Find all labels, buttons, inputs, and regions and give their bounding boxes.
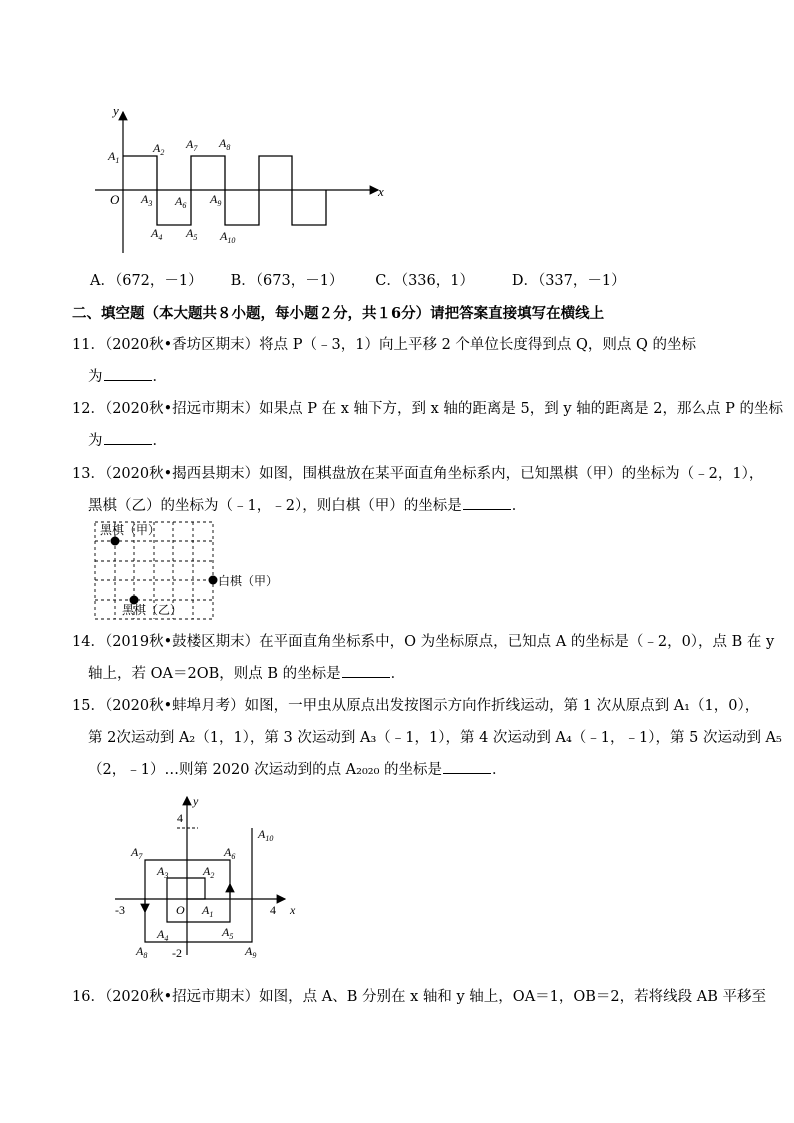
label-a4: $A_4$ xyxy=(151,226,163,242)
origin-label: O xyxy=(176,903,185,917)
q15-suffix: ． xyxy=(492,762,507,778)
label-a3: $A_3$ xyxy=(157,864,169,880)
q15-line2: 第 2次运动到 A₂（1，1），第 3 次运动到 A₃（﹣1，1），第 4 次运动到 A₄（﹣1，﹣1），第 5 次运动到 A₅ xyxy=(88,730,782,746)
black-stone-b-label: 黑棋（乙） xyxy=(122,603,183,617)
label-a9: $A_9$ xyxy=(245,944,257,960)
tick-4x: 4 xyxy=(270,903,276,917)
label-a10: $A_{10}$ xyxy=(220,229,236,245)
origin-label: O xyxy=(110,192,120,207)
label-a4: $A_4$ xyxy=(157,927,169,943)
label-a8: $A_8$ xyxy=(219,136,231,152)
q11-line1: 11．（2020秋•香坊区期末）将点 P（﹣3，1）向上平移 2 个单位长度得到点 Q，则点 Q 的坐标 xyxy=(72,337,697,353)
q13-line1: 13．（2020秋•揭西县期末）如图，围棋盘放在某平面直角坐标系内，已知黑棋（甲）的坐标为（﹣2，1）， xyxy=(72,466,764,482)
label-a10: $A_{10}$ xyxy=(258,827,274,843)
q11-suffix: ． xyxy=(152,369,167,385)
label-a6: $A_6$ xyxy=(175,194,187,210)
q15-prefix: （2，﹣1）…则第 2020 次运动到的点 A₂₀₂₀ 的坐标是 xyxy=(88,762,443,778)
q15-line1: 15．（2020秋•蚌埠月考）如图，一甲虫从原点出发按图示方向作折线运动，第 1 次从原点到 A₁（1，0）， xyxy=(72,698,760,714)
black-stone-a-label: 黑棋（甲） xyxy=(100,523,161,537)
label-a5: $A_5$ xyxy=(186,226,198,242)
y-axis-label: y xyxy=(113,103,119,118)
x-axis-label: x xyxy=(290,903,296,917)
q12-prefix: 为 xyxy=(88,433,103,449)
label-a2: $A_2$ xyxy=(153,141,165,157)
tick-neg2: -2 xyxy=(172,946,182,960)
label-a1: $A_1$ xyxy=(202,903,214,919)
option-c[interactable]: C．（336，1） xyxy=(375,273,474,289)
option-a[interactable]: A．（672，－1） xyxy=(90,273,203,289)
y-axis-label: y xyxy=(193,794,199,808)
label-a6: $A_6$ xyxy=(224,845,236,861)
q14-line1: 14．（2019秋•鼓楼区期末）在平面直角坐标系中，O 为坐标原点，已知点 A 的坐标是（﹣2，0），点 B 在 y xyxy=(72,634,775,650)
q12-line1: 12．（2020秋•招远市期末）如果点 P 在 x 轴下方，到 x 轴的距离是 5，到 y 轴的距离是 2，那么点 P 的坐标 xyxy=(72,401,783,417)
label-a2: $A_2$ xyxy=(203,864,215,880)
q14-answer-blank[interactable] xyxy=(342,665,390,678)
x-axis-label: x xyxy=(378,184,384,199)
figure-spiral-path xyxy=(0,0,320,970)
q11-prefix: 为 xyxy=(88,369,103,385)
label-a1: $A_1$ xyxy=(108,149,120,165)
label-a8: $A_8$ xyxy=(136,944,148,960)
q13-suffix: ． xyxy=(511,498,527,514)
option-b[interactable]: B．（673，－1） xyxy=(230,273,344,289)
option-d[interactable]: D．（337，－1） xyxy=(511,273,626,289)
label-a7: $A_7$ xyxy=(186,137,198,153)
q13-answer-blank[interactable] xyxy=(463,497,511,510)
q15-answer-blank[interactable] xyxy=(443,761,491,774)
section-title: 二、填空题（本大题共８小题，每小题２分，共１6分）请把答案直接填写在横线上 xyxy=(72,305,605,322)
q14-prefix: 轴上，若 OA＝2OB，则点 B 的坐标是 xyxy=(88,666,341,682)
tick-4y: 4 xyxy=(177,811,183,825)
label-a7: $A_7$ xyxy=(131,845,143,861)
label-a3: $A_3$ xyxy=(141,192,153,208)
tick-neg3: -3 xyxy=(115,903,125,917)
label-a5: $A_5$ xyxy=(222,925,234,941)
label-a9: $A_9$ xyxy=(210,192,222,208)
q14-suffix: ． xyxy=(390,666,406,682)
q16-line1: 16．（2020秋•招远市期末）如图，点 A、B 分别在 x 轴和 y 轴上，OA＝1，OB＝2，若将线段 AB 平移至 xyxy=(72,989,767,1005)
spiral-path xyxy=(145,828,252,942)
q12-suffix: ． xyxy=(152,433,167,449)
white-stone-a-label: 白棋（甲） xyxy=(218,574,279,588)
q13-prefix: 黑棋（乙）的坐标为（﹣1，﹣2），则白棋（甲）的坐标是 xyxy=(88,498,462,514)
